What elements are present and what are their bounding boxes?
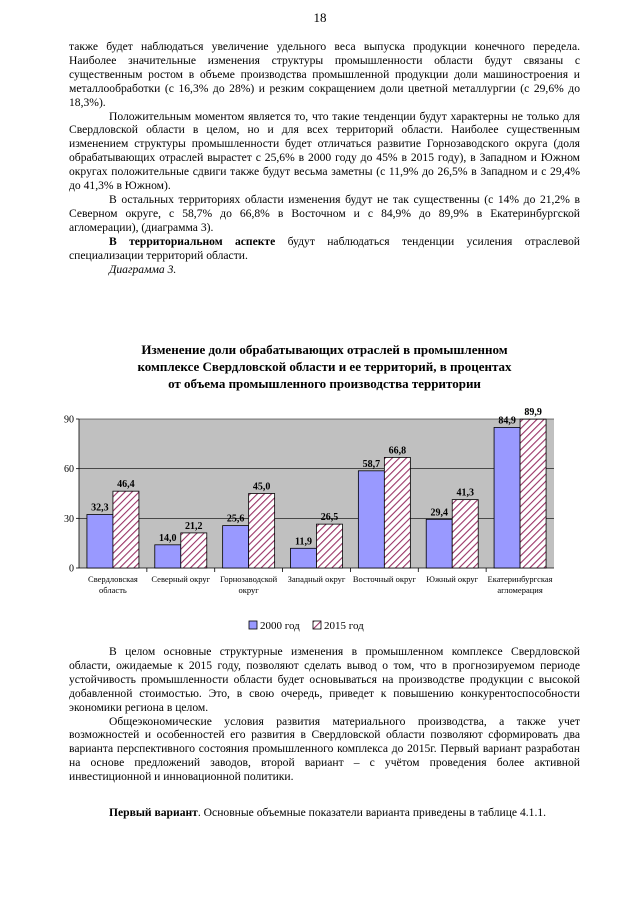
chart-title-line-2: комплексе Свердловской области и ее территорий, в процентах xyxy=(137,359,512,374)
top-text xyxy=(69,40,580,276)
data-label: 21,2 xyxy=(185,520,203,532)
data-label: 11,9 xyxy=(295,536,312,548)
first-variant-bold: Первый вариант xyxy=(109,806,198,819)
territorial-aspect-bold: В территориальном аспекте xyxy=(109,234,276,248)
bar xyxy=(358,471,384,568)
first-variant-block xyxy=(69,806,580,820)
legend-swatch xyxy=(249,621,257,629)
paragraph-6: Общеэкономические условия развития материального производства, а также учет возможностей и особенностей его развития в Свердловской области позволяют сформировать два варианта перспективного состояния промышленного комплекса до 2015г. Первый вариант разработан на основе предложений заводов, второй вариант – с учётом проведения более активной инвестиционной и инновационной политики. xyxy=(69,714,580,784)
legend-swatch xyxy=(313,621,321,629)
bar xyxy=(291,548,317,568)
y-tick-label: 90 xyxy=(64,414,74,426)
bar xyxy=(155,545,181,568)
category-label: область xyxy=(99,585,127,595)
chart-title xyxy=(69,341,580,392)
data-label: 14,0 xyxy=(159,532,177,544)
data-label: 58,7 xyxy=(362,458,381,470)
bar xyxy=(249,494,275,569)
paragraph-3: В остальных территориях области изменения будут не так существенны (с 14% до 21,2% в Северном округе, с 58,7% до 66,8% в Восточном и с 84,9% до 89,9% в Екатеринбургской агломерации), (диаграмма 3). xyxy=(69,192,580,234)
bar xyxy=(452,500,478,568)
legend-label: 2015 год xyxy=(324,620,364,632)
bar xyxy=(87,515,113,568)
chart-title-line-1: Изменение доли обрабатывающих отраслей в промышленном xyxy=(141,342,508,357)
paragraph-2: Положительным моментом является то, что такие тенденции будут характерны не только для Свердловской области в целом, но и для всех территорий области. Наиболее существенным изменением структуры промышленности будет отличаться развитие Горнозаводского округа (доля обрабатывающих отраслей вырастет с 25,6% в 2000 году до 45% в 2015 году), в Западном и Южном округах положительные сдвиги также будут весьма заметны (с 11,9% до 26,5% в Западном и с 29,4% до 41,3% в Южном). xyxy=(69,109,580,193)
bar xyxy=(317,524,343,568)
paragraph-4-rest: будут наблюдаться тенденции усиления отраслевой специализации территорий области. xyxy=(69,234,580,262)
category-label: Северный округ xyxy=(151,574,211,584)
category-label: агломерация xyxy=(497,585,543,595)
diagram-caption: Диаграмма 3. xyxy=(109,262,177,276)
bottom-text xyxy=(69,645,580,784)
data-label: 46,4 xyxy=(117,479,135,491)
data-label: 25,6 xyxy=(226,513,245,525)
paragraph-1: также будет наблюдаться увеличение удельного веса выпуска продукции конечного передела. Наиболее значительные изменения структуры промышленности области будут связаны с существенным ростом в объеме производства промышленной продукции доли машиностроения и металлообработки (с 16,3% до 28%) и резким сокращением доли цветной металлургии (с 29,6% до 18,3%). xyxy=(69,40,580,109)
category-label: Горнозаводской xyxy=(220,574,278,584)
category-label: округ xyxy=(238,585,259,595)
chart-title-line-3: от объема промышленного производства территории xyxy=(168,376,481,391)
category-label: Южный округ xyxy=(426,574,479,584)
legend-label: 2000 год xyxy=(260,620,300,632)
category-label: Западный округ xyxy=(287,574,346,584)
bar xyxy=(181,533,207,568)
paragraph-7-rest: . Основные объемные показатели варианта приведены в таблице 4.1.1. xyxy=(197,806,547,819)
chart-container xyxy=(64,335,580,645)
category-label: Свердловская xyxy=(88,574,138,584)
bar xyxy=(494,427,520,568)
data-label: 45,0 xyxy=(252,481,271,493)
bar xyxy=(384,457,410,568)
page-number: 18 xyxy=(313,10,327,25)
bar xyxy=(113,491,139,568)
data-label: 41,3 xyxy=(456,487,474,499)
y-tick-label: 30 xyxy=(64,513,74,525)
bar xyxy=(520,419,546,568)
data-label: 66,8 xyxy=(388,445,407,457)
bar xyxy=(426,519,452,568)
data-label: 89,9 xyxy=(524,407,542,419)
category-label: Екатеринбургская xyxy=(487,574,553,584)
bar xyxy=(223,526,249,568)
data-label: 32,3 xyxy=(91,502,109,514)
data-label: 26,5 xyxy=(320,512,339,524)
paragraph-7 xyxy=(69,806,580,820)
y-tick-label: 0 xyxy=(69,563,74,575)
data-label: 84,9 xyxy=(498,415,516,427)
data-label: 29,4 xyxy=(430,507,448,519)
y-tick-label: 60 xyxy=(64,464,74,476)
category-label: Восточный округ xyxy=(352,574,416,584)
paragraph-4 xyxy=(69,235,580,263)
paragraph-5: В целом основные структурные изменения в промышленном комплексе Свердловской области, ожидаемые к 2015 году, позволяют сделать вывод о том, что в прогнозируемом периоде устойчивость промышленности области будет основываться на производстве продукции с высокой добавленной стоимостью. Это, в свою очередь, приведет к повышению конкурентоспособности экономики региона в целом. xyxy=(69,645,580,714)
